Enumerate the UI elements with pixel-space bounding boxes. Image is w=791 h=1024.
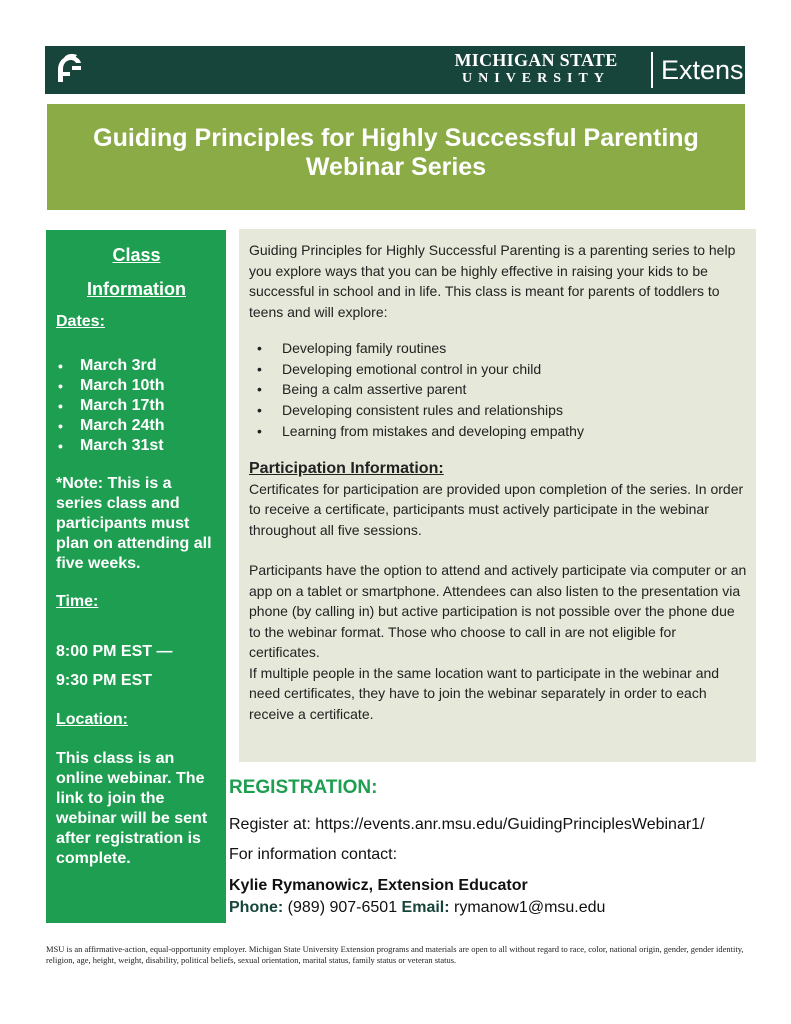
topic-item: • Developing consistent rules and relationships xyxy=(253,400,748,421)
time-end: 9:30 PM EST xyxy=(56,672,153,689)
topics-list xyxy=(253,338,748,442)
contact-name: Kylie Rymanowicz, Extension Educator xyxy=(229,877,528,894)
date-item: • March 17th xyxy=(56,396,217,416)
register-prefix: Register at: xyxy=(229,816,316,833)
registration-title: REGISTRATION: xyxy=(229,777,378,798)
participation-heading: Participation Information: xyxy=(249,459,444,477)
contact-label: For information contact: xyxy=(229,846,398,863)
topic-item: • Being a calm assertive parent xyxy=(253,379,748,400)
wordmark-divider xyxy=(651,52,653,88)
series-note: *Note: This is a series class and participants must plan on attending all five weeks. xyxy=(56,475,212,572)
multiple-people-paragraph: If multiple people in the same location want to participate in the webinar and need certificates, they have to join the webinar separately in order to each receive a certificate. xyxy=(249,664,720,722)
phone-number: (989) 907-6501 xyxy=(287,899,398,916)
registration-url-link[interactable]: https://events.anr.msu.edu/GuidingPrinciplesWebinar1/ xyxy=(315,816,705,833)
extension-label: Extension xyxy=(661,55,780,85)
page-title-line1: Guiding Principles for Highly Successful Parenting xyxy=(93,124,699,152)
dates-list xyxy=(56,356,217,456)
disclaimer-text: MSU is an affirmative-action, equal-opportunity employer. Michigan State University Extension programs and materials are open to all without regard to race, color, national origin, gender, gender identity, religion, age, height, weight, disability, political beliefs, sexual orientation, marital status, family status or veteran status. xyxy=(46,944,744,965)
register-line xyxy=(229,814,785,836)
msu-wordmark xyxy=(431,50,641,90)
email-link[interactable]: rymanow1@msu.edu xyxy=(454,899,606,916)
certificate-paragraph: Certificates for participation are provided upon completion of the series. In order to receive a certificate, participants must actively participate in the webinar throughout all five sessions. xyxy=(249,480,744,538)
sidebar-heading-line1: Class xyxy=(112,245,161,265)
date-item: • March 31st xyxy=(56,436,217,456)
description-panel xyxy=(239,229,756,762)
class-info-sidebar xyxy=(46,230,226,923)
contact-details xyxy=(229,897,785,919)
title-banner xyxy=(47,104,745,210)
topic-item: • Learning from mistakes and developing empathy xyxy=(253,421,748,442)
topic-item: • Developing emotional control in your child xyxy=(253,359,748,380)
time-start: 8:00 PM EST — xyxy=(56,643,173,660)
phone-label: Phone: xyxy=(229,899,284,916)
header-bar xyxy=(45,46,780,94)
attendance-paragraph: Participants have the option to attend and actively participate via computer or an app on a tablet or smartphone. Attendees can also listen to the presentation via phone (by calling in) but active participation is not possible over the phone due to the webinar format. Those who choose to call in are not eligible for certificates. xyxy=(249,562,747,661)
time-value xyxy=(56,637,217,695)
date-item: • March 3rd xyxy=(56,356,217,376)
date-item: • March 24th xyxy=(56,416,217,436)
dates-label: Dates: xyxy=(56,313,105,330)
email-label: Email: xyxy=(401,899,450,916)
location-text: This class is an online webinar. The link to join the webinar will be sent after registration is complete. xyxy=(56,750,208,867)
university-name-line1: MICHIGAN STATE xyxy=(454,50,618,70)
topic-item: • Developing family routines xyxy=(253,338,748,359)
date-item: • March 10th xyxy=(56,376,217,396)
intro-paragraph: Guiding Principles for Highly Successful Parenting is a parenting series to help you explore ways that you can be highly effective in raising your kids to be successful in school and in life. This class is meant for parents of toddlers to teens and will explore: xyxy=(249,242,736,320)
sidebar-heading-line2: Information xyxy=(87,279,186,299)
registration-section xyxy=(229,775,785,919)
time-label: Time: xyxy=(56,593,99,610)
location-label: Location: xyxy=(56,711,128,728)
page-title-line2: Webinar Series xyxy=(305,153,487,181)
university-name-line2: UNIVERSITY xyxy=(462,71,610,86)
spartan-helmet-icon xyxy=(50,52,86,88)
